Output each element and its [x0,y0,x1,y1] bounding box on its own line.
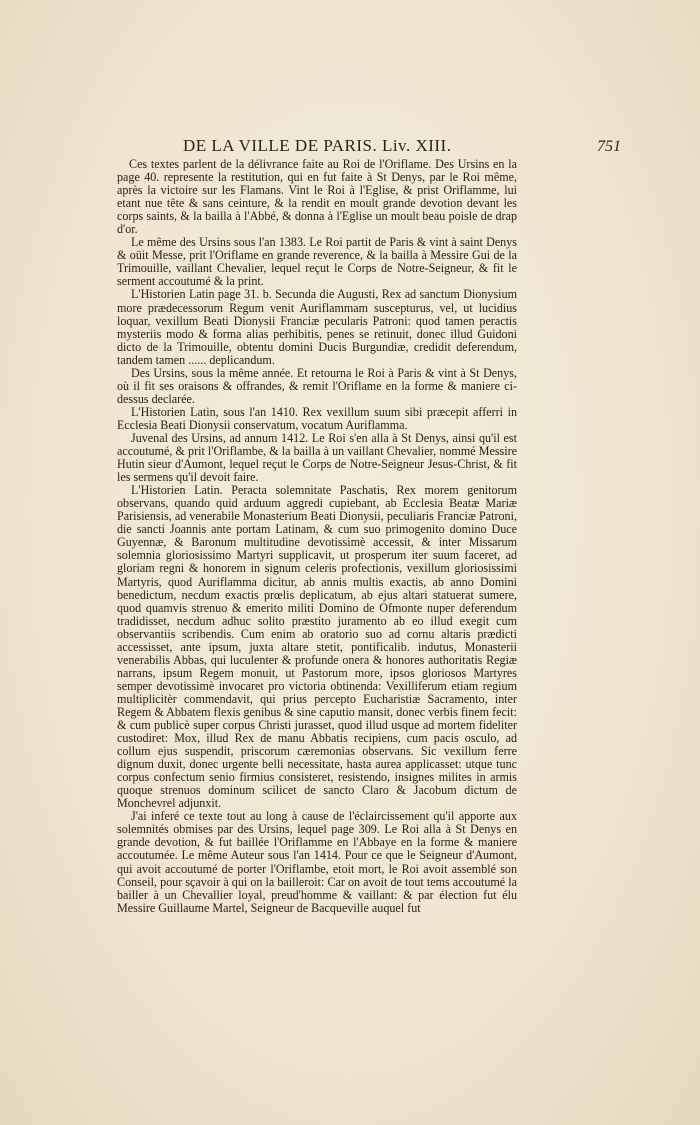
paragraph: Le même des Ursins sous l'an 1383. Le Roi partit de Paris & vint à saint Denys & oüit Messe, prit l'Oriflame en grande reverence, & la bailla à Messire Gui de la Trimouille, vaillant Chevalier, lequel reçut le Corps de Notre-Seigneur, & fit le serment accoutumé & la print. [117,235,517,289]
running-header [183,136,543,158]
header-title: DE LA VILLE DE PARIS. Liv. XIII. [183,136,452,155]
paragraph: J'ai inferé ce texte tout au long à cause de l'éclaircissement qu'il apporte aux solemnités obmises par des Ursins, lequel page 309. Le Roi alla à St Denys en grande devotion, & fut baillée l'Oriflamme en l'Abbaye en la forme & maniere accoutumée. Le même Auteur sous l'an 1414. Pour ce que le Seigneur d'Aumont, qui avoit accoutumé de porter l'Oriflambe, etoit mort, le Roi avoit assemblé son Conseil, pour sçavoir à qui on la bailleroit: Car on avoit de tout tems accoutumé la bailler à un Chevallier loyal, preud'homme & vaillant: & par élection fut élu Messire Guillaume Martel, Seigneur de Bacqueville auquel fut [117,809,517,915]
page-number: 751 [597,138,621,155]
body-text [117,158,517,915]
paragraph: Des Ursins, sous la même année. Et retourna le Roi à Paris & vint à St Denys, où il fit ses oraisons & offrandes, & remit l'Oriflame en la forme & maniere ci-dessus declarée. [117,365,517,406]
paragraph: L'Historien Latin, sous l'an 1410. Rex vexillum suum sibi præcepit afferri in Ecclesia Beati Dionysii conservatum, vocatum Auriflamma. [117,404,517,432]
paragraph: L'Historien Latin page 31. b. Secunda die Augusti, Rex ad sanctum Dionysium more prædecessorum Regum venit Auriflammam suscepturus, vel, ut lucidius loquar, vexillum Beati Dionysii Franciæ pecularis Patroni: quod tamen peractis mysteriis modo & forma alias perhibitis, penes se retinuit, donec illud Guidoni dicto de la Trimouille, obtentu domini Ducis Burgundiæ, credidit deferendum, tandem tamen ...... deplicandum. [117,287,517,367]
paragraph: Juvenal des Ursins, ad annum 1412. Le Roi s'en alla à St Denys, ainsi qu'il est accoutumé, & prit l'Oriflambe, & la bailla à un vaillant Chevalier, nommé Messire Hutin sieur d'Aumont, lequel reçut le Corps de Notre-Seigneur Jesus-Christ, & fit les sermens qu'il devoit faire. [117,430,517,485]
paragraph: Ces textes parlent de la délivrance faite au Roi de l'Oriflame. Des Ursins en la page 40. represente la restitution, qui en fut faite à St Denys, par le Roi même, après la victoire sur les Flamans. Vint le Roi à l'Eglise, & prist Oriflamme, lui etant nue tête & sans ceinture, & la rendit en moult grande devotion devant les corps saints, & la bailla à l'Abbé, & donna à l'Eglise un moult beau poisle de drap d'or. [117,157,517,237]
paragraph: L'Historien Latin. Peracta solemnitate Paschatis, Rex morem genitorum observans, quando quid arduum aggredi cupiebant, ab Ecclesia Beatæ Mariæ Parisiensis, ad venerabile Monasterium Beati Dionysii, peculiaris Franciæ Patroni, die sancti Joannis ante portam Latinam, & cum suo primogenito domino Duce Guyennæ, & Baronum multitudine devotissimè accessit, & inter Missarum solemnia gloriosissimo Martyri supplicavit, ut prosperum iter suum faceret, ad gloriam regni & honorem in signum celeris profectionis, vexillum gloriosissimi Martyris, quod Auriflamma dicitur, ab annis multis exactis, ab anno Domini benedictum, necdum exactis prœlis deplicatum, ab ejus altari statuerat sumere, quod quamvis strenuo & emerito militi Domino de Ofmonte nuper deferendum tradidisset, necdum adhuc solito præstito juramento ab eo illud exegit cum observantiis scribendis. Cum enim ab oratorio suo ad cornu altaris prædicti accessisset, ante ipsum, juxta altare stetit, pontificalib. indutus, Monasterii venerabilis Abbas, qui luculenter & profunde onera & honores authoritatis Regiæ narrans, ipsum Regem monuit, ut Pastorum more, ipsos gloriosos Martyres semper devotissimè invocaret pro victoria obtinenda: Vexilliferum etiam regium multiplicitèr commendavit, qui prius percepto Eucharistiæ Sacramento, inter Regem & Abbatem flexis genibus & sine caputio mansit, donec verbis finem fecit: & cum publicè super corpus Christi jurasset, quod illud usque ad mortem fideliter custodiret: Mox, illud Rex de manu Abbatis recipiens, cum pacis osculo, ad collum ejus suspendit, priscorum cæremonias observans. Sic vexillum ferre dignum duxit, donec urgente belli necessitate, hasta aurea applicasset: utque tunc corpus confectum senio firmius consisteret, resistendo, insignes milites in armis quoque strenuos dominum scilicet de sancto Claro & Jacobum dictum de Monchevrel adjunxit. [117,483,517,811]
